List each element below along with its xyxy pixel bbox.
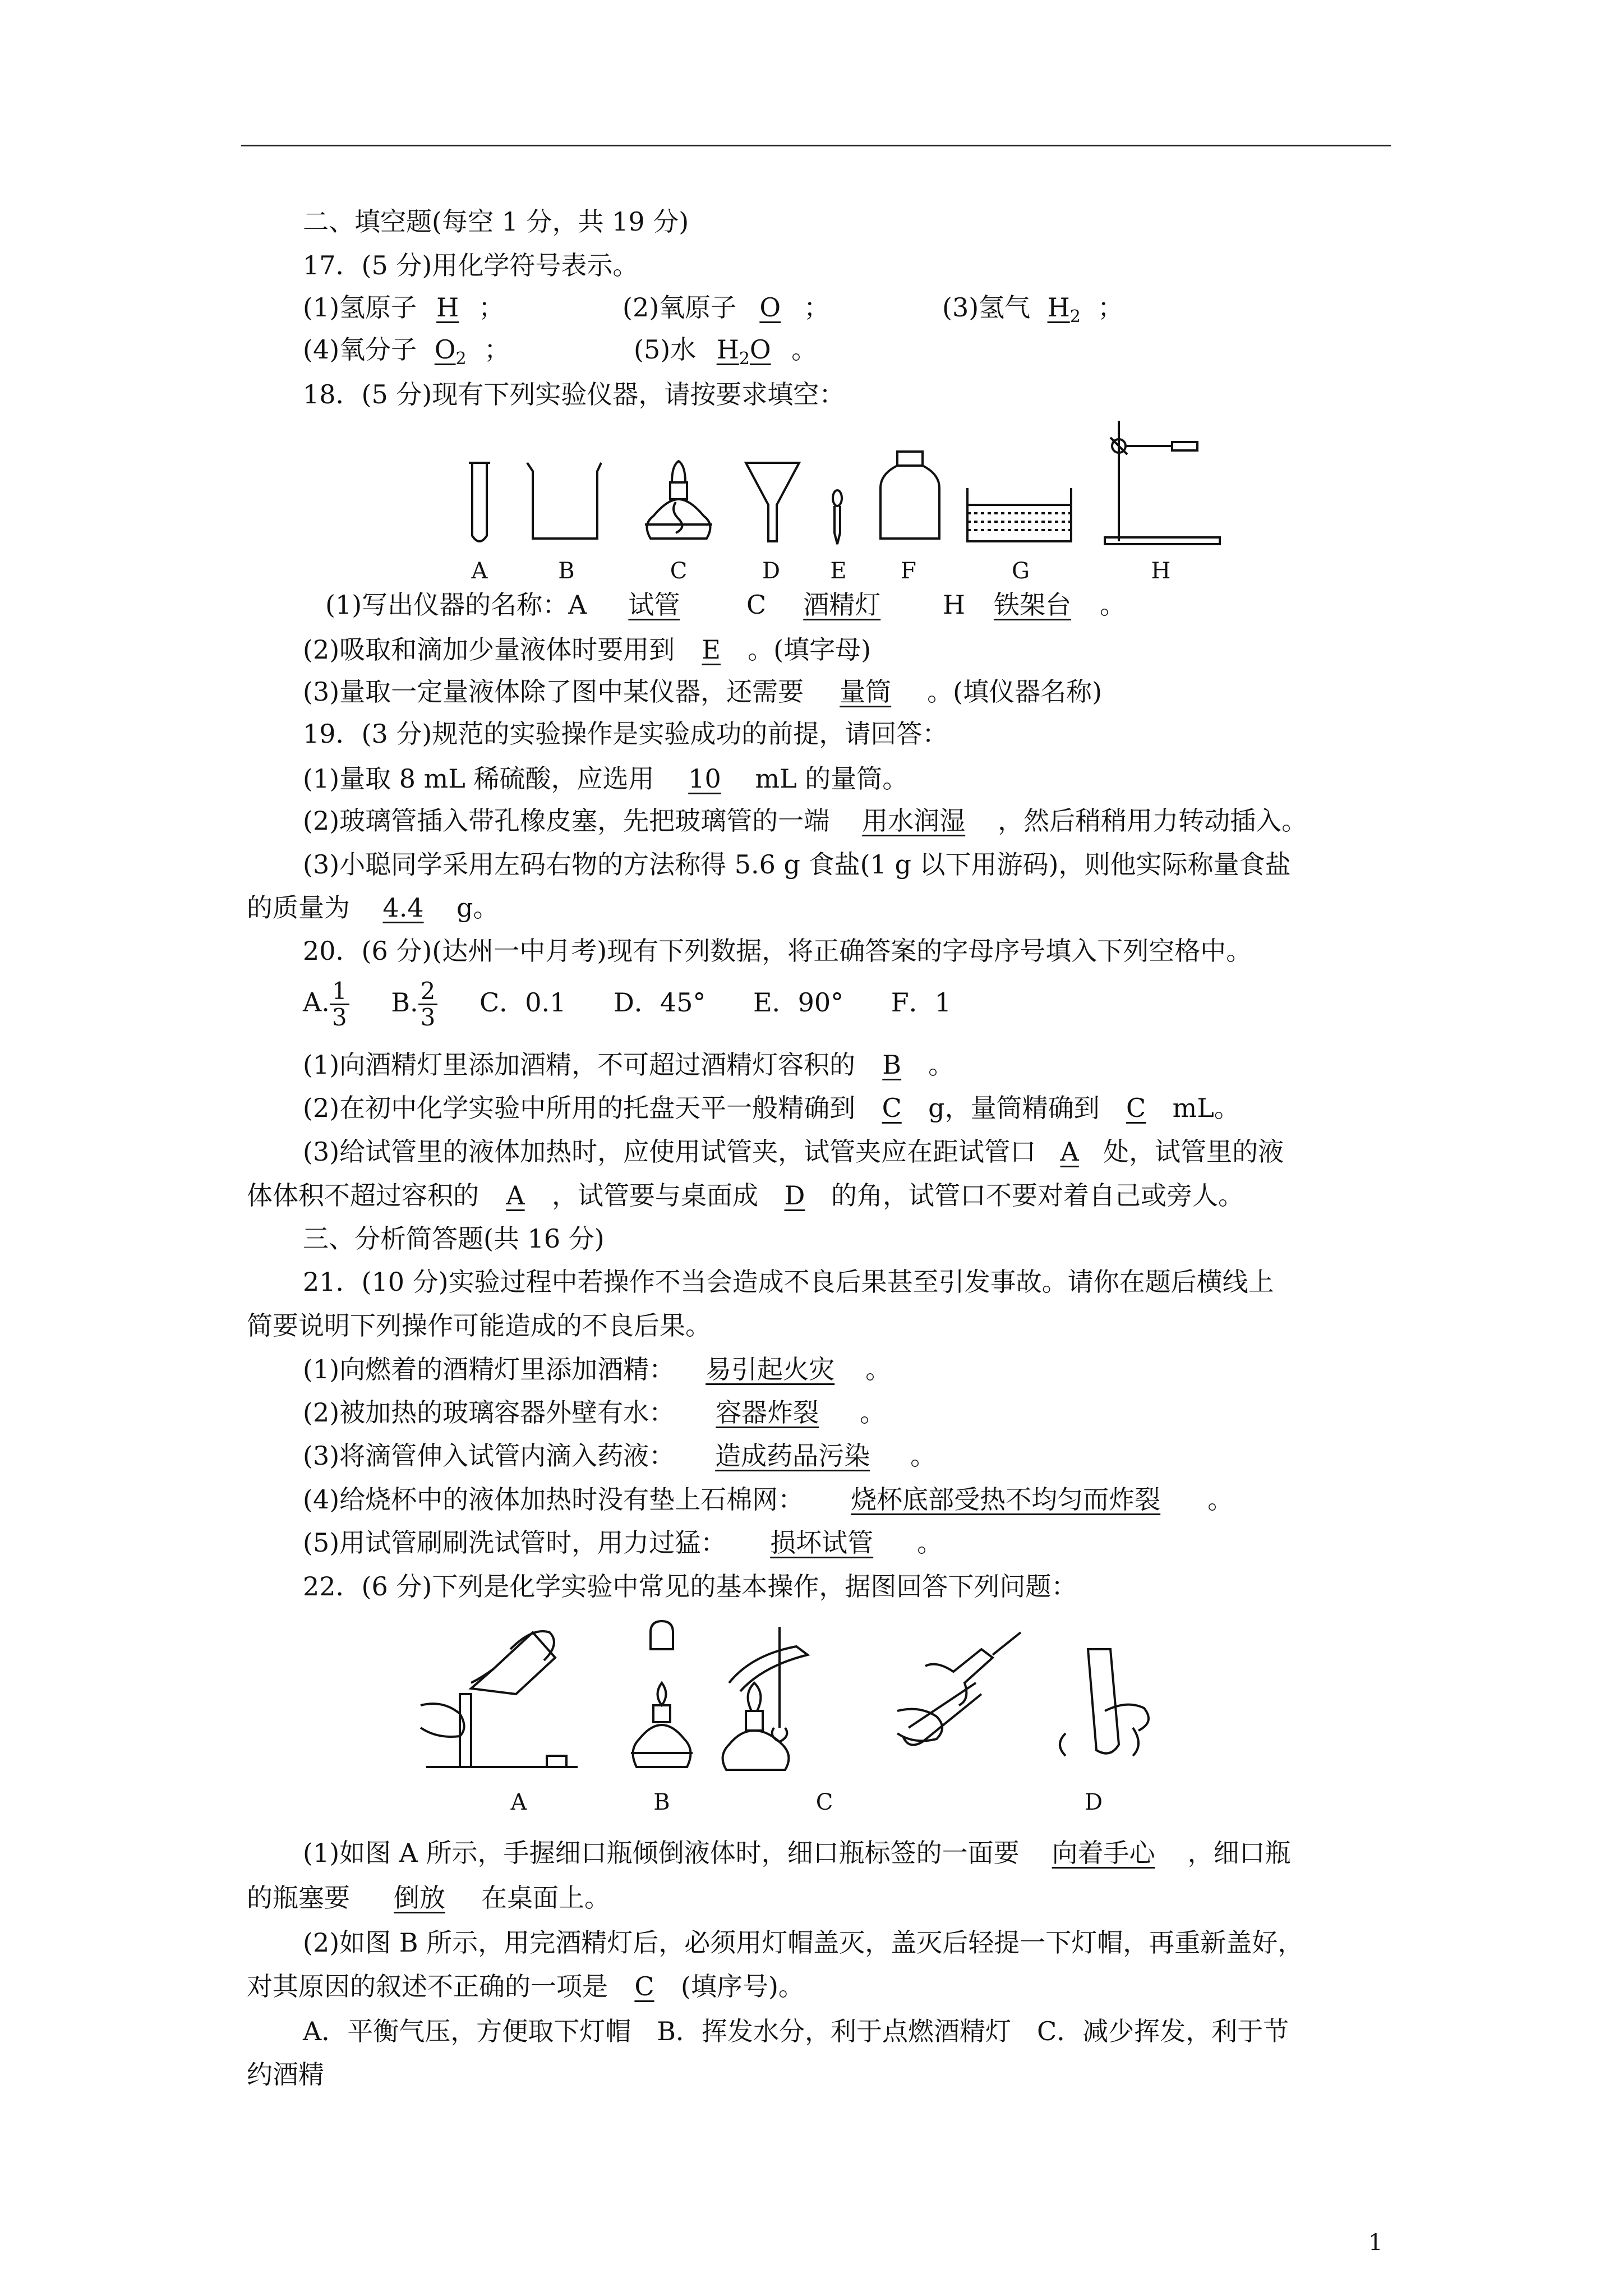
q21-sub-5: (5)用试管刷刷洗试管时，用力过猛： 损坏试管 。: [303, 1527, 943, 1558]
q21-stem: 21．(10 分)实验过程中若操作不当会造成不良后果甚至引发事故。请你在题后横线上: [303, 1267, 1274, 1297]
q21-sub-1: (1)向燃着的酒精灯里添加酒精： 易引起火灾 。: [303, 1354, 892, 1384]
section-3-title: 三、分析简答题(共 16 分): [303, 1223, 605, 1254]
dropper-icon: [833, 490, 842, 544]
q19-answer-2: 用水润湿: [862, 806, 966, 836]
q19-sub-3-line-2: 的质量为 4.4 g。: [247, 892, 499, 923]
heating-test-tube-icon: [723, 1627, 808, 1770]
alcohol-lamp-icon: [645, 461, 712, 539]
q20-answer-3c: D: [784, 1180, 805, 1211]
op-label-c: C: [815, 1789, 833, 1815]
header-rule: [241, 145, 1391, 146]
q22-options-line-2: 约酒精: [247, 2059, 324, 2090]
q20-answer-1: B: [882, 1050, 902, 1080]
q22-answer-1: 向着手心: [1052, 1838, 1155, 1868]
q18-sub-2: (2)吸取和滴加少量液体时要用到 E 。(填字母): [303, 634, 872, 665]
q22-answer-1b: 倒放: [394, 1883, 445, 1913]
q21-answer-4: 烧杯底部受热不均匀而炸裂: [851, 1484, 1161, 1515]
q18-sub-3: (3)量取一定量液体除了图中某仪器，还需要 量筒 。(填仪器名称): [303, 677, 1103, 707]
q22-sub-1-line-2: 的瓶塞要 倒放 在桌面上。: [247, 1883, 610, 1913]
apparatus-figure: [449, 409, 1234, 555]
q17-part1: (1)氢原子 H ；: [303, 292, 505, 323]
q20-sub-2: (2)在初中化学实验中所用的托盘天平一般精确到 C g，量筒精确到 C mL。: [303, 1093, 1240, 1123]
q21-answer-3: 造成药品污染: [715, 1441, 870, 1471]
q17-answer-3: $H_2$: [1047, 292, 1081, 327]
dropper-and-shaking-icon: [897, 1632, 1149, 1756]
funnel-icon: [746, 463, 799, 541]
q22-stem: 22．(6 分)下列是化学实验中常见的基本操作，据图回答下列问题：: [303, 1571, 1077, 1602]
q20-options: A. $\frac{1}{3}$ B. $\frac{2}{3}$ C．0.1 D．45° E．90° F．1: [303, 977, 951, 1032]
q22-answer-2: C: [634, 1971, 654, 2001]
q20-sub-3-line-2: 体体积不超过容积的 A ，试管要与桌面成 D 的角，试管口不要对着自己或旁人。: [247, 1180, 1244, 1211]
figure-label-c: C: [670, 558, 688, 584]
fraction-two-thirds: $\frac{2}{3}$: [418, 979, 438, 1030]
q18-stem: 18．(5 分)现有下列实验仪器，请按要求填空：: [303, 379, 845, 409]
figure-label-b: B: [558, 558, 575, 584]
extinguish-lamp-icon: [631, 1621, 693, 1767]
q20-stem: 20．(6 分)(达州一中月考)现有下列数据，将正确答案的字母序号填入下列空格中。: [303, 936, 1252, 966]
q17-part2: (2)氧原子 O ；: [623, 292, 830, 323]
q19-answer-3: 4.4: [382, 892, 424, 923]
q20-sub-3-line-1: (3)给试管里的液体加热时，应使用试管夹，试管夹应在距试管口 A 处，试管里的液: [303, 1137, 1284, 1167]
fraction-one-third: $\frac{1}{3}$: [330, 979, 349, 1030]
op-label-b: B: [653, 1789, 670, 1815]
q19-sub-3-line-1: (3)小聪同学采用左码右物的方法称得 5.6 g 食盐(1 g 以下用游码)，则他实际称量食盐: [303, 849, 1291, 880]
q22-sub-2-line-1: (2)如图 B 所示，用完酒精灯后，必须用灯帽盖灭，盖灭后轻提一下灯帽，再重新盖好，: [303, 1927, 1304, 1958]
wide-mouth-bottle-icon: [880, 452, 939, 539]
q17-answer-2: O: [759, 292, 781, 323]
q17-part4: (4)氧分子 $O_2$ ；: [303, 334, 510, 369]
q19-stem: 19．(3 分)规范的实验操作是实验成功的前提，请回答：: [303, 719, 948, 749]
q18-answer-h: 铁架台: [993, 590, 1071, 620]
figure-label-f: F: [901, 558, 916, 584]
q18-answer-c: 酒精灯: [803, 590, 881, 620]
section-2-title: 二、填空题(每空 1 分，共 19 分): [303, 206, 689, 237]
q19-sub-1: (1)量取 8 mL 稀硫酸，应选用 10 mL 的量筒。: [303, 763, 909, 794]
q17-stem: 17．(5 分)用化学符号表示。: [303, 250, 639, 280]
q17-answer-5: $H_2O$: [716, 334, 771, 369]
q22-sub-1-line-1: (1)如图 A 所示，手握细口瓶倾倒液体时，细口瓶标签的一面要 向着手心 ，细口瓶: [303, 1838, 1291, 1868]
op-label-a: A: [510, 1789, 527, 1815]
q17-answer-1: H: [436, 292, 459, 323]
q20-answer-3b: A: [506, 1180, 525, 1211]
figure-label-g: G: [1012, 558, 1030, 584]
iron-stand-icon: [1105, 421, 1220, 544]
op-label-d: D: [1084, 1789, 1103, 1815]
q21-stem-line-2: 简要说明下列操作可能造成的不良后果。: [247, 1310, 711, 1341]
figure-label-e: E: [830, 558, 847, 584]
q21-sub-4: (4)给烧杯中的液体加热时没有垫上石棉网： 烧杯底部受热不均匀而炸裂 。: [303, 1484, 1234, 1515]
q21-sub-3: (3)将滴管伸入试管内滴入药液： 造成药品污染 。: [303, 1441, 937, 1471]
q17-part5: (5)水 $H_2O$ 。: [634, 334, 818, 369]
q21-answer-1: 易引起火灾: [706, 1354, 835, 1384]
q21-sub-2: (2)被加热的玻璃容器外壁有水： 容器炸裂 。: [303, 1397, 886, 1428]
q20-answer-2b: C: [1126, 1093, 1146, 1123]
q21-answer-5: 损坏试管: [770, 1527, 874, 1558]
page-number: 1: [1368, 2230, 1383, 2256]
figure-label-a: A: [471, 558, 488, 584]
q20-sub-1: (1)向酒精灯里添加酒精，不可超过酒精灯容积的 B 。: [303, 1050, 955, 1080]
figure-label-d: D: [762, 558, 781, 584]
q18-answer-a: 试管: [628, 590, 680, 620]
pouring-liquid-icon: [421, 1631, 578, 1767]
q17-answer-4: $O_2$: [434, 334, 467, 369]
q20-answer-2a: C: [882, 1093, 902, 1123]
operations-figure: [415, 1616, 1245, 1784]
test-tube-icon: [469, 463, 490, 541]
beaker-icon: [527, 463, 601, 539]
q19-sub-2: (2)玻璃管插入带孔橡皮塞，先把玻璃管的一端 用水润湿 ，然后稍稍用力转动插入。: [303, 806, 1308, 836]
q22-options-line-1: A．平衡气压，方便取下灯帽 B．挥发水分，利于点燃酒精灯 C．减少挥发，利于节: [303, 2016, 1289, 2046]
q18-answer-2: E: [702, 634, 721, 665]
q20-answer-3a: A: [1060, 1137, 1079, 1167]
q22-sub-2-line-2: 对其原因的叙述不正确的一项是 C (填序号)。: [247, 1971, 804, 2001]
q18-sub-1: (1)写出仪器的名称：A 试管 C 酒精灯 H 铁架台 。: [325, 590, 1126, 620]
water-trough-icon: [967, 488, 1071, 541]
q19-answer-1: 10: [688, 763, 721, 794]
q18-answer-3: 量筒: [840, 677, 892, 707]
q17-part3: (3)氢气 $H_2$ ；: [942, 292, 1124, 327]
q21-answer-2: 容器炸裂: [716, 1397, 819, 1428]
figure-label-h: H: [1151, 558, 1171, 584]
